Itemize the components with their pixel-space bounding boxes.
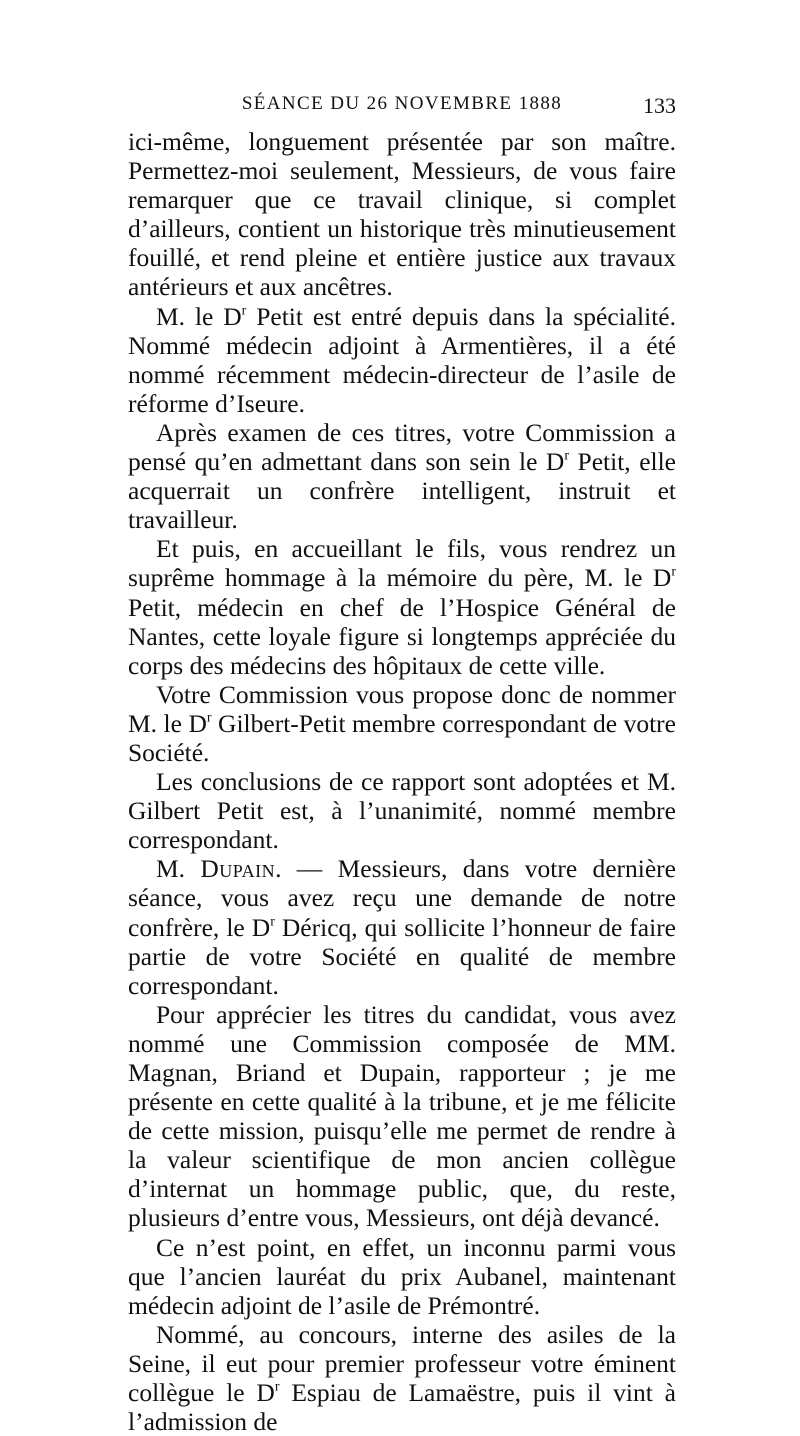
running-head [128,93,676,125]
paragraph-text: Petit, elle acquerrait un confrère intelligent, instruit et travailleur. [128,447,677,535]
paragraph-text: Et puis, en accueillant le fils, vous rendrez un suprême hommage à la mémoire du père, M. le D [128,534,676,593]
paragraph [128,680,676,767]
paragraph-text: M. [156,854,201,884]
paragraph-text: Après examen de ces titres, votre Commission a pensé qu’en admettant dans son sein le D [128,417,676,477]
running-title: SÉANCE DU 26 NOVEMBRE 1888 [241,93,563,114]
superscript: r [241,303,247,319]
superscript: r [671,564,676,580]
paragraph [128,767,676,854]
paragraph-text: Votre Commission vous propose donc de nommer M. le D [128,679,676,738]
paragraph [128,302,676,418]
superscript: r [206,710,212,726]
paragraph-text: Espiau de Lamaëstre, puis il vint à l’admission de [128,1378,676,1436]
superscript: r [274,1379,280,1395]
paragraph-text: Les conclusions de ce rapport sont adoptées et M. Gilbert Petit est, à l’unanimité, nommé membre correspondant. [128,767,676,855]
paragraph-text: Ce n’est point, en effet, un inconnu parmi vous que l’ancien lauréat du prix Aubanel, maintenant médecin adjoint de l’asile de Prémontré. [128,1232,676,1320]
paragraph-text: ici-même, longuement présentée par son maître. Permettez-moi seulement, Messieurs, de vous faire remarquer que ce travail clinique, si complet d’ailleurs, contient un historique très minutieusement fouillé, et rend pleine et entière justice aux travaux antérieurs et aux ancêtres. [128,127,676,302]
paragraph [128,854,676,999]
superscript: r [564,448,570,464]
paragraph-text: Petit est entré depuis dans la spécialité. Nommé médecin adjoint à Armentières, il a été nommé récemment médecin-directeur de l’asile de réforme d’Iseure. [128,301,676,418]
body-text [128,127,676,1436]
paragraph-text: M. le D [156,301,242,331]
paragraph [128,1233,676,1320]
paragraph-continuation [128,127,676,302]
superscript: r [270,914,275,930]
paragraph-text: . — Messieurs, dans votre dernière séance, vous avez reçu une demande de notre confrère, le D [128,854,676,942]
paragraph [128,534,676,679]
paragraph-text: Petit, médecin en chef de l’Hospice Général de Nantes, cette loyale figure si longtemps appréciée du corps des médecins des hôpitaux de cette ville. [128,592,676,680]
paragraph-text: Déricq, qui sollicite l’honneur de faire partie de votre Société en qualité de membre correspondant. [128,912,677,1000]
paragraph-text: Gilbert-Petit membre correspondant de votre Société. [128,708,676,767]
paragraph-text: Pour apprécier les titres du candidat, vous avez nommé une Commission composée de MM. Magnan, Briand et Dupain, rapporteur ; je me présente en cette qualité à la tribune, et je me félicite de cette mission, puisqu’elle me permet de rendre à la valeur scientifique de mon ancien collègue d’internat un hommage public, que, du reste, plusieurs d’entre vous, Messieurs, ont déjà devancé. [128,999,676,1233]
paragraph [128,418,676,534]
speaker-name: Dupain [200,854,276,884]
paragraph [128,1320,676,1436]
paragraph [128,1000,676,1233]
paragraph-text: Nommé, au concours, interne des asiles de la Seine, il eut pour premier professeur votre éminent collègue le D [128,1319,676,1408]
page-number: 133 [643,93,676,118]
